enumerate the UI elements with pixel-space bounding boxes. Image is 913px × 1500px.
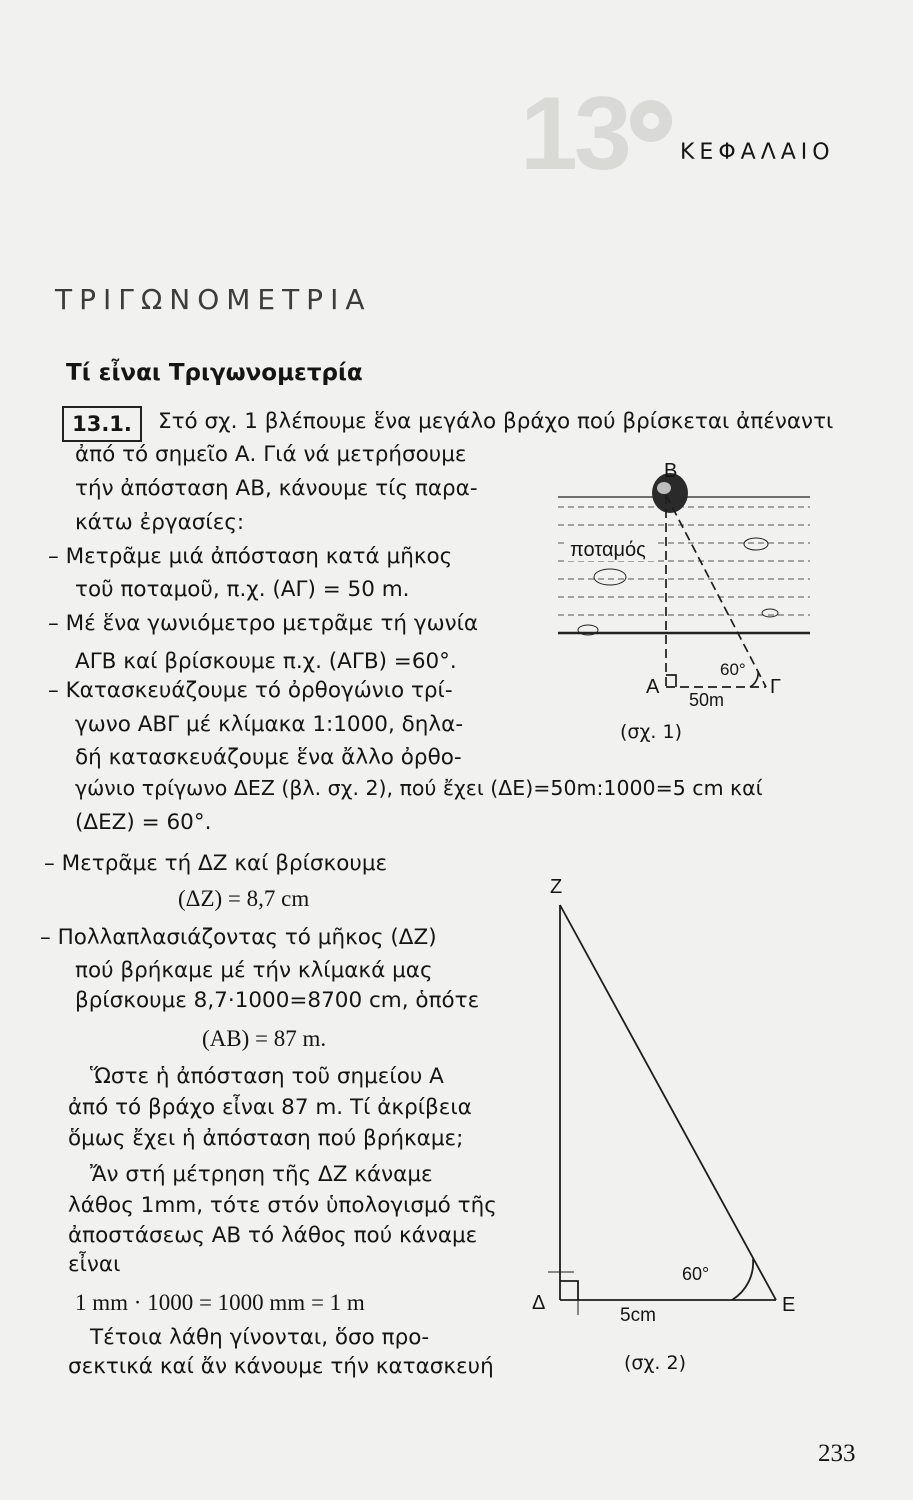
label-angle: 60° — [720, 660, 746, 679]
text-line: δή κατασκευάζουμε ἕνα ἄλλο ὀρθο- — [75, 745, 462, 770]
text-line: (ΑΒ) = 87 m. — [202, 1026, 327, 1051]
text-line: ὅμως ἔχει ἡ ἀπόσταση πού βρήκαμε; — [68, 1126, 464, 1151]
chapter-title: ΤΡΙΓΩΝΟΜΕΤΡΙΑ — [55, 283, 372, 316]
text-line: τήν ἀπόσταση ΑΒ, κάνουμε τίς παρα- — [75, 476, 478, 501]
text-line: γώνιο τρίγωνο ΔΕΖ (βλ. σχ. 2), πού ἔχει (ΔΕ)=50m:1000=5 cm καί — [75, 776, 763, 800]
text-line: πού βρήκαμε μέ τήν κλίμακά μας — [75, 958, 433, 983]
figure-1 — [548, 455, 818, 755]
label-A: Α — [646, 676, 660, 698]
text-line: Ἄν στή μέτρηση τῆς ΔΖ κάναμε — [90, 1162, 433, 1187]
figure-1-drawing — [548, 455, 818, 755]
text-line: γωνο ΑΒΓ μέ κλίμακα 1:1000, δηλα- — [75, 712, 464, 737]
text-line: (ΔΖ) = 8,7 cm — [178, 886, 310, 911]
text-line: λάθος 1mm, τότε στόν ὑπολογισμό τῆς — [68, 1193, 497, 1218]
label-D: Δ — [532, 1292, 546, 1314]
stone-icon — [762, 609, 778, 617]
figure-2-drawing — [520, 875, 810, 1325]
right-angle-marker — [560, 1281, 578, 1300]
text-line: κάτω ἐργασίες: — [75, 510, 245, 535]
segment-BG — [666, 495, 766, 687]
text-line: – Πολλαπλασιάζοντας τό μῆκος (ΔΖ) — [40, 925, 437, 950]
stone-icon — [744, 538, 768, 550]
label-length: 5cm — [620, 1305, 656, 1325]
figure-1-caption: (σχ. 1) — [620, 721, 683, 743]
page-number: 233 — [818, 1440, 856, 1467]
angle-arc — [750, 671, 758, 687]
figure-2 — [520, 875, 810, 1325]
text-line: ἀπό τό βράχο εἶναι 87 m. Τί ἀκρίβεια — [68, 1095, 472, 1120]
side-ZE — [560, 905, 776, 1300]
figure-2-caption: (σχ. 2) — [624, 1352, 687, 1374]
text-line: – Μετρᾶμε μιά ἀπόσταση κατά μῆκος — [48, 544, 453, 569]
stone-icon — [594, 569, 626, 585]
text-line: (ΔΕΖ) = 60°. — [75, 810, 212, 835]
chapter-number: 13 — [520, 76, 628, 192]
text-line: Ὥστε ἡ ἀπόσταση τοῦ σημείου Α — [90, 1064, 444, 1089]
chapter-word: ΚΕΦΑΛΑΙΟ — [680, 140, 835, 165]
text-line: ΑΓΒ καί βρίσκουμε π.χ. (ΑΓΒ) =60°. — [75, 649, 457, 674]
label-G: Γ — [770, 676, 782, 698]
label-Z: Ζ — [550, 876, 563, 898]
label-angle: 60° — [682, 1264, 710, 1284]
label-E: Ε — [782, 1294, 796, 1316]
section-heading: Τί εἶναι Τριγωνομετρία — [66, 360, 363, 386]
text-line: ἀπό τό σημεῖο Α. Γιά νά μετρήσουμε — [75, 442, 467, 467]
text-line: – Μετρᾶμε τή ΔΖ καί βρίσκουμε — [44, 851, 388, 876]
angle-arc — [732, 1259, 753, 1300]
label-river: ποταμός — [570, 539, 646, 561]
text-line: βρίσκουμε 8,7·1000=8700 cm, ὁπότε — [75, 988, 480, 1013]
chapter-ordinal-mark — [630, 100, 672, 142]
rock-highlight — [657, 482, 671, 494]
text-line: τοῦ ποταμοῦ, π.χ. (ΑΓ) = 50 m. — [75, 577, 410, 602]
text-line: ἀποστάσεως ΑΒ τό λάθος πού κάναμε — [68, 1223, 478, 1248]
right-angle-marker — [666, 675, 676, 687]
label-length: 50m — [689, 690, 725, 710]
text-line: σεκτικά καί ἄν κάνουμε τήν κατασκευή — [68, 1354, 494, 1379]
text-line: – Μέ ἕνα γωνιόμετρο μετρᾶμε τή γωνία — [48, 611, 479, 636]
text-line: – Κατασκευάζουμε τό ὀρθογώνιο τρί- — [48, 678, 453, 703]
text-line: εἶναι — [68, 1252, 121, 1277]
label-B: Β — [664, 460, 678, 482]
text-line: Στό σχ. 1 βλέπουμε ἕνα μεγάλο βράχο πού βρίσκεται ἀπέναντι — [158, 409, 834, 434]
text-line: 1 mm · 1000 = 1000 mm = 1 m — [75, 1290, 365, 1315]
text-line: Τέτοια λάθη γίνονται, ὅσο προ- — [90, 1325, 430, 1350]
section-number: 13.1. — [62, 406, 142, 442]
